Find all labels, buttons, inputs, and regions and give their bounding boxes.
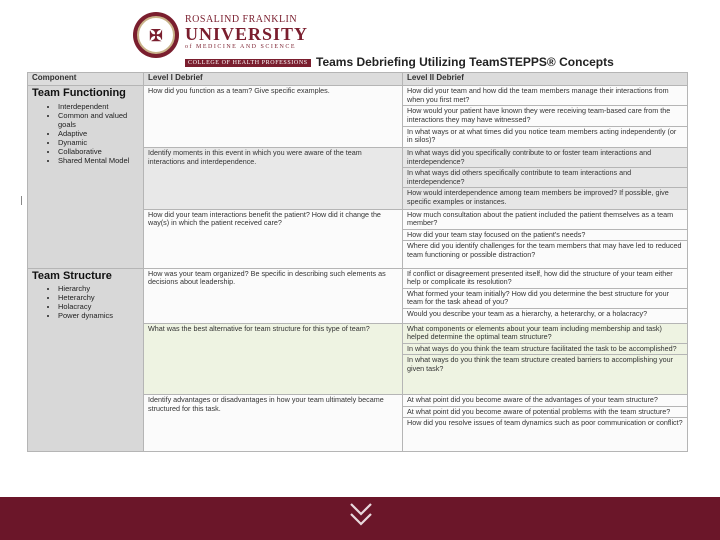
list-item: • Hierarchy	[58, 284, 139, 293]
level2-item: How would interdependence among team members be improved? If possible, give specific examples or instances.	[403, 187, 687, 206]
list-item: • Holacracy	[58, 302, 139, 311]
list-item: • Power dynamics	[58, 311, 139, 320]
document-title: Teams Debriefing Utilizing TeamSTEPPS® Concepts	[316, 55, 614, 69]
level2-cell	[403, 86, 688, 148]
level2-item: How did your team stay focused on the patient's needs?	[403, 229, 687, 240]
list-item: • Heterarchy	[58, 293, 139, 302]
level2-item: How did your team and how did the team members manage their interactions from when you first met?	[407, 86, 669, 104]
level1-cell: How did you function as a team? Give specific examples.	[144, 86, 403, 148]
level2-item: At what point did you become aware of the advantages of your team structure?	[407, 394, 658, 404]
logo-wordmark	[185, 14, 311, 69]
header-level-2: Level II Debrief	[403, 73, 688, 86]
table-header-row	[28, 73, 688, 86]
logo-line-1: ROSALIND FRANKLIN	[185, 14, 298, 25]
team-structure-cell	[28, 268, 144, 451]
list-item: • Dynamic	[58, 138, 139, 147]
list-item: • Adaptive	[58, 129, 139, 138]
level2-cell	[403, 394, 688, 451]
level2-cell	[403, 209, 688, 268]
list-item: • Shared Mental Model	[58, 156, 139, 165]
debrief-table	[27, 72, 688, 452]
level2-item: In what ways do you think the team structure created barriers to accomplishing your given task?	[403, 354, 687, 373]
level2-item: If conflict or disagreement presented itself, how did the structure of your team either help or complicate its resolution?	[407, 268, 673, 287]
level2-item: Would you describe your team as a hierarchy, a heterarchy, or a holacracy?	[403, 308, 687, 319]
side-marker	[21, 196, 22, 205]
level1-cell: How did your team interactions benefit the patient? How did it change the way(s) in which the patient received care?	[144, 209, 403, 268]
level1-cell: What was the best alternative for team structure for this type of team?	[144, 323, 403, 394]
double-chevron-down-icon[interactable]	[349, 500, 373, 530]
list-item: • Common and valued goals	[58, 111, 139, 129]
level1-cell: Identify moments in this event in which you were aware of the team interactions and interdependence.	[144, 147, 403, 209]
level1-cell: How was your team organized? Be specific in describing such elements as decisions about leadership.	[144, 268, 403, 323]
list-item: • Interdependent	[58, 102, 139, 111]
list-item: • Collaborative	[58, 147, 139, 156]
team-functioning-bullets	[32, 102, 139, 165]
header-level-1: Level I Debrief	[144, 73, 403, 86]
team-structure-bullets	[32, 284, 139, 320]
level2-item: How did you resolve issues of team dynamics such as poor communication or conflict?	[403, 417, 687, 428]
level2-item: How would your patient have known they were receiving team-based care from the interactions they may have witnessed?	[403, 105, 687, 124]
level2-cell	[403, 147, 688, 209]
level2-item: In what ways did you specifically contribute to or foster team interactions and interdependence?	[407, 147, 652, 166]
level2-item: What components or elements about your team including membership and task) helped determine the optimal team structure?	[407, 323, 662, 342]
level2-cell	[403, 268, 688, 323]
level1-cell: Identify advantages or disadvantages in how your team ultimately became structured for this task.	[144, 394, 403, 451]
table-row	[28, 268, 688, 323]
level2-item: At what point did you become aware of potential problems with the team structure?	[403, 406, 687, 417]
logo-line-4: COLLEGE OF HEALTH PROFESSIONS	[185, 59, 311, 67]
logo-line-2: UNIVERSITY	[185, 24, 309, 44]
level2-item: In what ways do you think the team structure facilitated the task to be accomplished?	[403, 343, 687, 354]
level2-item: What formed your team initially? How did you determine the best structure for your team for the task ahead of you?	[403, 288, 687, 307]
header-component: Component	[28, 73, 144, 86]
logo-line-3: of MEDICINE AND SCIENCE	[185, 44, 296, 50]
team-structure-title: Team Structure	[32, 269, 112, 282]
team-functioning-title: Team Functioning	[32, 87, 126, 100]
level2-item: In what ways did others specifically contribute to team interactions and interdependence?	[403, 167, 687, 186]
table-row	[28, 86, 688, 148]
level2-cell	[403, 323, 688, 394]
level2-item: How much consultation about the patient included the patient themselves as a team member?	[407, 209, 674, 228]
university-seal-icon: ✠	[133, 12, 179, 58]
level2-item: In what ways or at what times did you notice team members acting independently (or in silos)?	[403, 126, 687, 145]
team-functioning-cell	[28, 86, 144, 268]
level2-item: Where did you identify challenges for the team members that may have led to reduced team functioning or possible distraction?	[403, 240, 687, 259]
